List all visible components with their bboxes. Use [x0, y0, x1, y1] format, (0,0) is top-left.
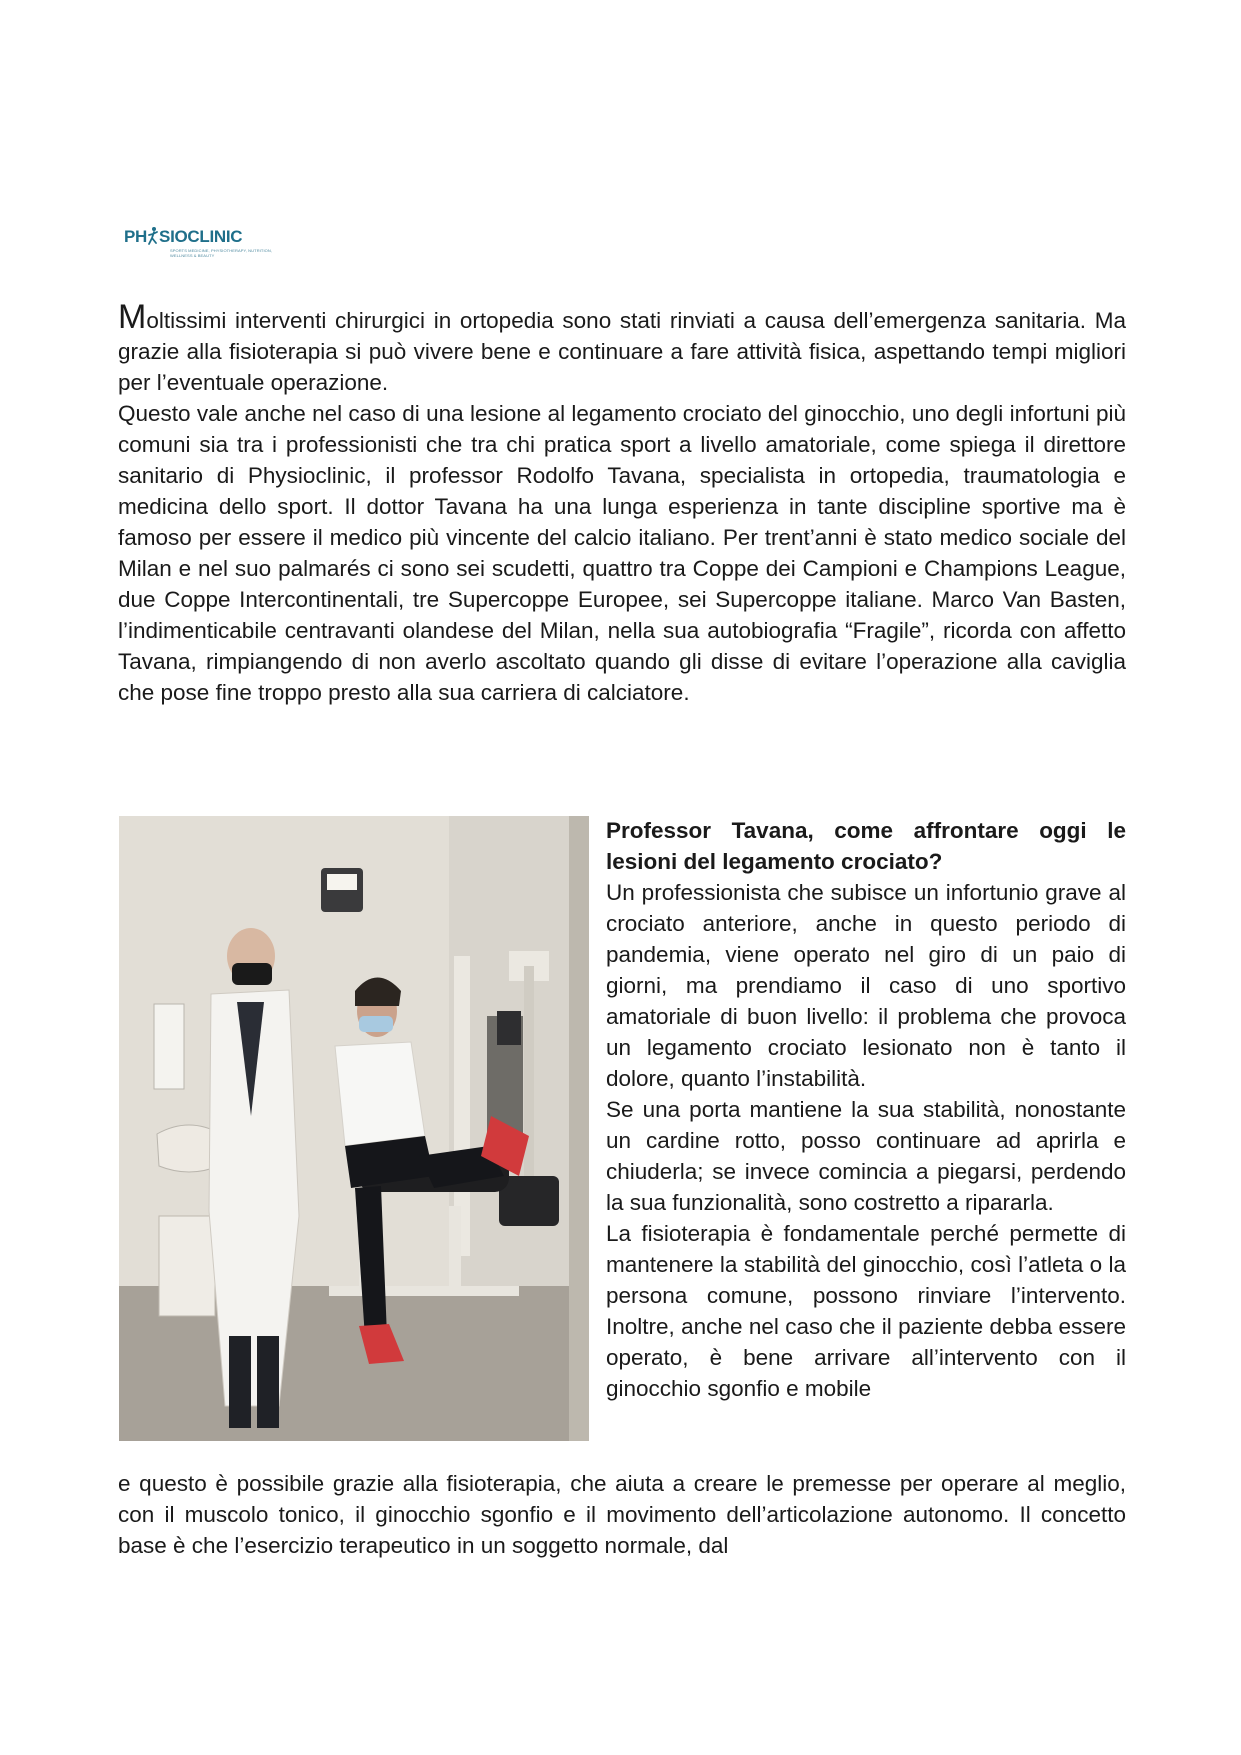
physioclinic-logo: [124, 222, 273, 258]
logo-tagline-line2: WELLNESS & BEAUTY: [170, 253, 215, 258]
interview-answer-3: La fisioterapia è fondamentale perché permette di mantenere la stabilità del ginocchio, così l’atleta o la persona comune, possono rinviare l’intervento. Inoltre, anche nel caso che il paziente debba essere operato, è bene arrivare all’intervento con il ginocchio sgonfio e mobile: [606, 1221, 1126, 1401]
logo-text-end: SIOCLINIC: [159, 227, 243, 246]
clinic-photo: [119, 816, 589, 1441]
dropcap-letter: M: [118, 298, 147, 336]
clinic-photo-illustration: [119, 816, 589, 1441]
logo-tagline-line1: SPORTS MEDICINE, PHYSIOTHERAPY, NUTRITION,: [170, 248, 273, 253]
interview-answer-1: Un professionista che subisce un infortunio grave al crociato anteriore, anche in questo periodo di pandemia, viene operato nel giro di un paio di giorni, ma prendiamo il caso di uno sportivo amatoriale di buon livello: il problema che provoca un legamento crociato lesionato non è tanto il dolore, quanto l’instabilità.: [606, 880, 1126, 1091]
runner-icon: [147, 226, 159, 246]
intro-paragraph-1: [118, 298, 1126, 398]
interview-answer-2: Se una porta mantiene la sua stabilità, nonostante un cardine rotto, posso continuare ad aprirla e chiuderla; se invece comincia a piegarsi, perdendo la sua funzionalità, sono costretto a ripararla.: [606, 1097, 1126, 1215]
interview-column: [606, 815, 1126, 1404]
intro-paragraph-2: Questo vale anche nel caso di una lesione al legamento crociato del ginocchio, uno degli infortuni più comuni sia tra i professionisti che tra chi pratica sport a livello amatoriale, come spiega il direttore sanitario di Physioclinic, il professor Rodolfo Tavana, specialista in ortopedia, traumatologia e medicina dello sport. Il dottor Tavana ha una lunga esperienza in tante discipline sportive ma è famoso per essere il medico più vincente del calcio italiano. Per trent’anni è stato medico sociale del Milan e nel suo palmarés ci sono sei scudetti, quattro tra Coppe dei Campioni e Champions League, due Coppe Intercontinentali, tre Supercoppe Europee, sei Supercoppe italiane. Marco Van Basten, l’indimenticabile centravanti olandese del Milan, nella sua autobiografia “Fragile”, ricorda con affetto Tavana, rimpiangendo di non averlo ascoltato quando gli disse di evitare l’operazione alla caviglia che pose fine troppo presto alla sua carriera di calciatore.: [118, 401, 1126, 705]
logo-wordmark: [124, 226, 242, 247]
interview-question-heading: Professor Tavana, come affrontare oggi le lesioni del legamento crociato?: [606, 818, 1126, 874]
logo-text-start: PH: [124, 227, 148, 246]
logo-tagline: [170, 248, 272, 258]
intro-section: [118, 298, 1126, 708]
interview-continuation: [118, 1468, 1126, 1561]
interview-answer-3-continued: e questo è possibile grazie alla fisioterapia, che aiuta a creare le premesse per operare al meglio, con il muscolo tonico, il ginocchio sgonfio e il movimento dell’articolazione autonomo. Il concetto base è che l’esercizio terapeutico in un soggetto normale, dal: [118, 1471, 1126, 1558]
intro-paragraph-1-text: oltissimi interventi chirurgici in ortopedia sono stati rinviati a causa dell’emergenza sanitaria. Ma grazie alla fisioterapia si può vivere bene e continuare a fare attività fisica, aspettando tempi migliori per l’eventuale operazione.: [118, 308, 1126, 395]
